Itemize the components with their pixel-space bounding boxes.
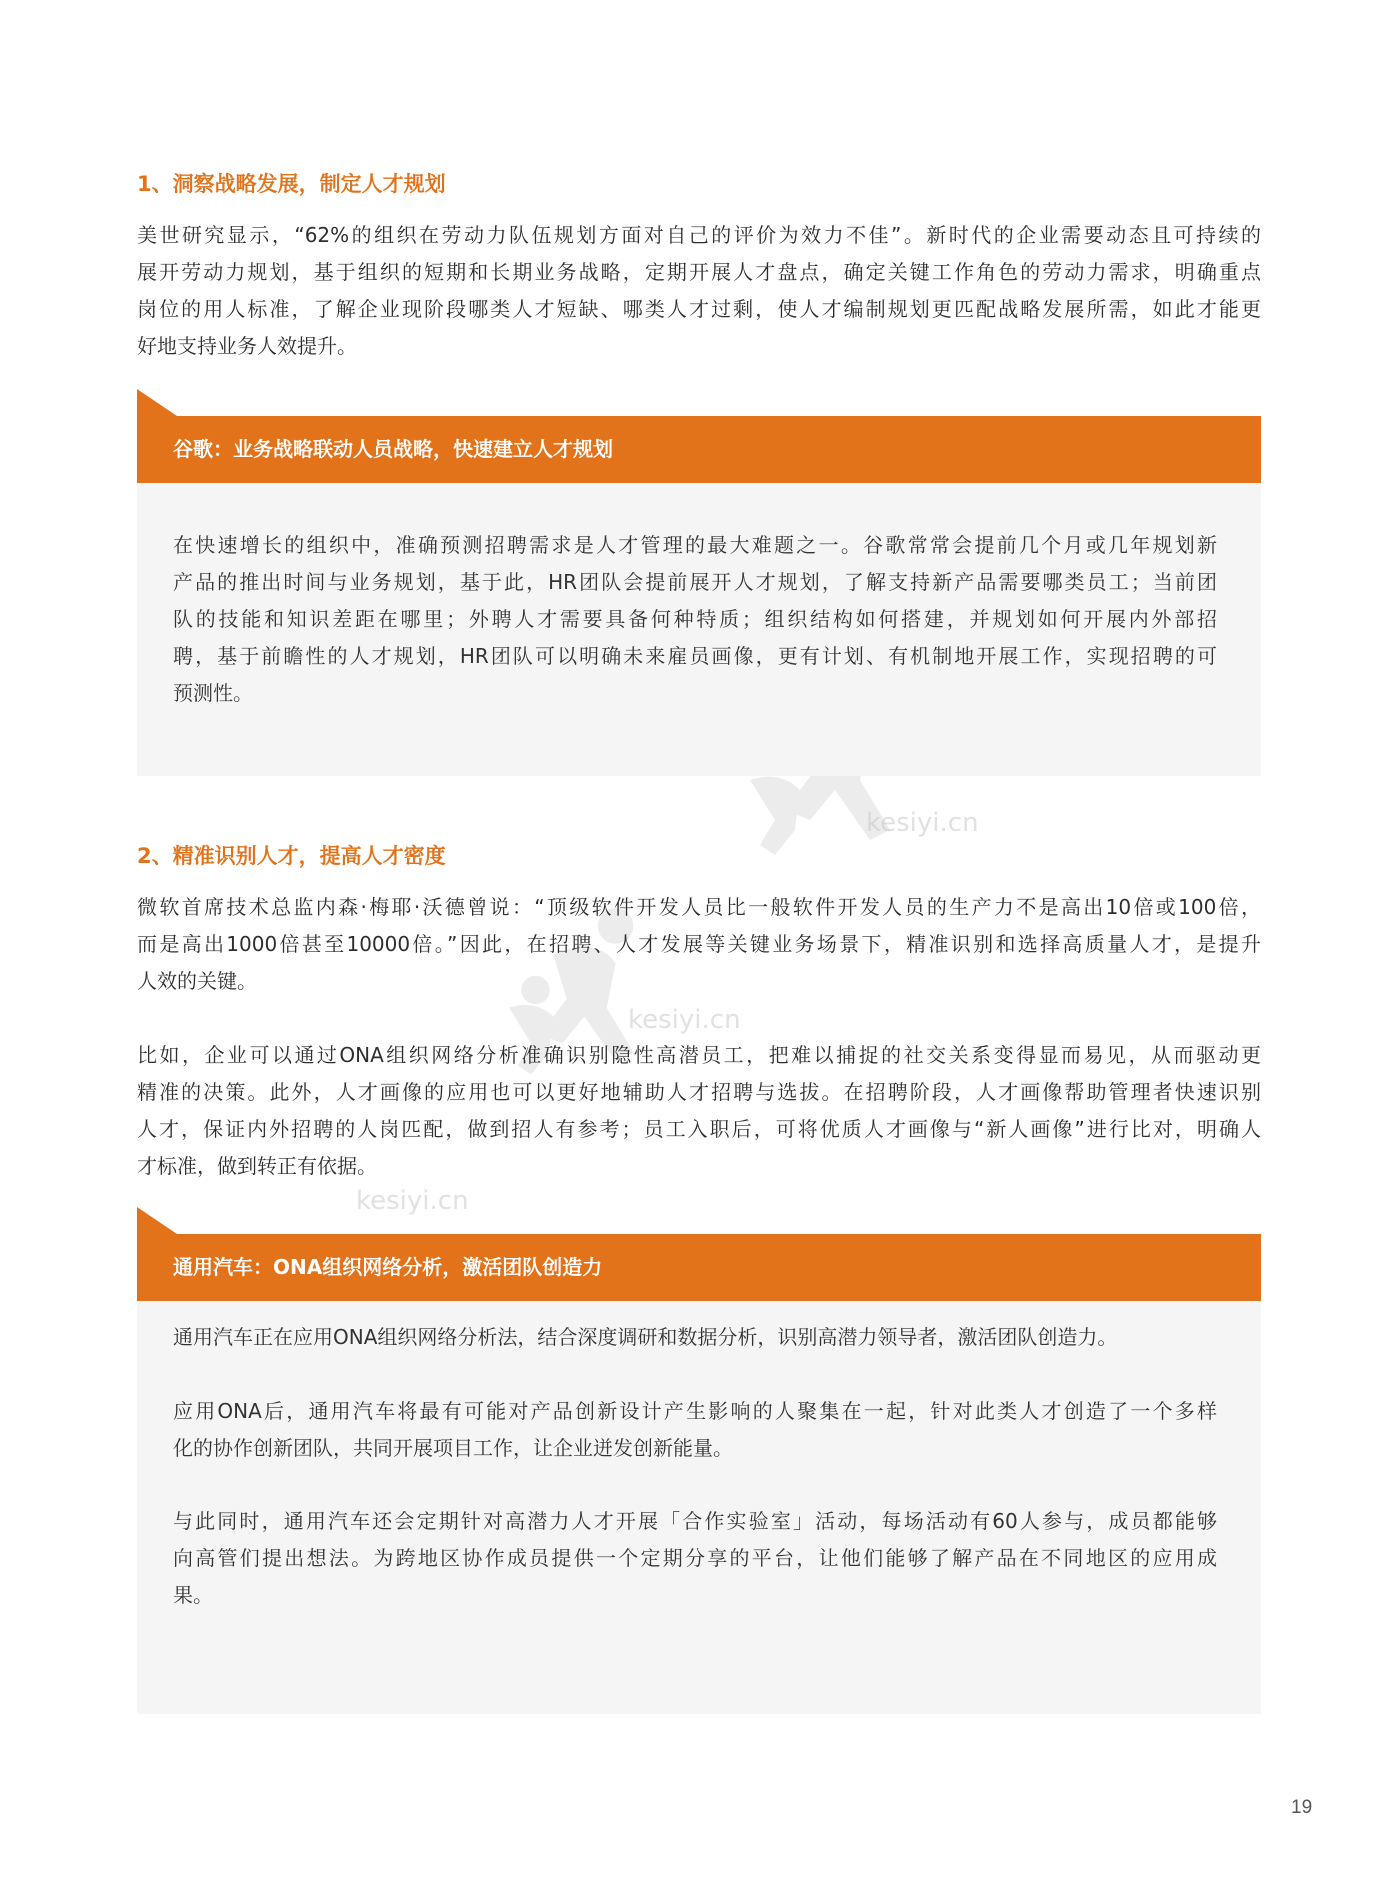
paragraph-line: 岗位的用人标准，了解企业现阶段哪类人才短缺、哪类人才过剩，使人才编制规划更匹配战略发展所需，如此才能更 [137,297,1261,321]
case-2-paragraph-1 [173,1319,1217,1356]
paragraph-line: 产品的推出时间与业务规划，基于此，HR团队会提前展开人才规划，了解支持新产品需要哪类员工；当前团 [173,570,1217,594]
section-2-heading: 2、精准识别人才，提高人才密度 [137,844,446,868]
paragraph-line: 在快速增长的组织中，准确预测招聘需求是人才管理的最大难题之一。谷歌常常会提前几个月或几年规划新 [173,533,1217,557]
paragraph-line: 才标准，做到转正有依据。 [137,1154,377,1178]
case-2-title: 通用汽车：ONA组织网络分析，激活团队创造力 [173,1255,603,1279]
paragraph-line: 通用汽车正在应用ONA组织网络分析法，结合深度调研和数据分析，识别高潜力领导者，激活团队创造力。 [173,1325,1118,1349]
case-2-tab [137,1207,177,1234]
paragraph-line: 比如，企业可以通过ONA组织网络分析准确识别隐性高潜员工，把难以捕捉的社交关系变得显而易见，从而驱动更 [137,1043,1261,1067]
case-1-header [137,416,1261,483]
paragraph-line: 好地支持业务人效提升。 [137,334,357,358]
case-1-paragraph [173,527,1217,712]
section-2-paragraph-1 [137,889,1261,1000]
paragraph-line: 化的协作创新团队，共同开展项目工作，让企业迸发创新能量。 [173,1436,733,1460]
watermark-text: kesiyi.cn [866,808,979,838]
page-number: 19 [1291,1797,1313,1818]
case-1-body [137,483,1261,776]
watermark-text: kesiyi.cn [356,1186,469,1216]
paragraph-line: 而是高出1000倍甚至10000倍。”因此，在招聘、人才发展等关键业务场景下，精准识别和选择高质量人才，是提升 [137,932,1261,956]
paragraph-line: 果。 [173,1583,213,1607]
case-2-paragraph-3 [173,1503,1217,1614]
case-2-header [137,1234,1261,1301]
case-2-paragraph-2 [173,1393,1217,1467]
paragraph-line: 展开劳动力规划，基于组织的短期和长期业务战略，定期开展人才盘点，确定关键工作角色的劳动力需求，明确重点 [137,260,1261,284]
section-1-heading: 1、洞察战略发展，制定人才规划 [137,172,446,196]
case-1-tab [137,389,177,416]
case-2-body [137,1301,1261,1714]
paragraph-line: 队的技能和知识差距在哪里；外聘人才需要具备何种特质；组织结构如何搭建，并规划如何开展内外部招 [173,607,1217,631]
paragraph-line: 应用ONA后，通用汽车将最有可能对产品创新设计产生影响的人聚集在一起，针对此类人才创造了一个多样 [173,1399,1217,1423]
watermark-text: kesiyi.cn [628,1005,741,1035]
section-2-paragraph-2 [137,1037,1261,1185]
paragraph-line: 人效的关键。 [137,969,257,993]
section-1-paragraph [137,217,1261,365]
paragraph-line: 向高管们提出想法。为跨地区协作成员提供一个定期分享的平台，让他们能够了解产品在不同地区的应用成 [173,1546,1217,1570]
paragraph-line: 微软首席技术总监内森·梅耶·沃德曾说：“顶级软件开发人员比一般软件开发人员的生产力不是高出10倍或100倍， [137,895,1261,919]
paragraph-line: 人才，保证内外招聘的人岗匹配，做到招人有参考；员工入职后，可将优质人才画像与“新人画像”进行比对，明确人 [137,1117,1261,1141]
paragraph-line: 预测性。 [173,681,253,705]
paragraph-line: 美世研究显示，“62%的组织在劳动力队伍规划方面对自己的评价为效力不佳”。新时代的企业需要动态且可持续的 [137,223,1261,247]
case-1-title: 谷歌：业务战略联动人员战略，快速建立人才规划 [173,437,613,461]
paragraph-line: 精准的决策。此外，人才画像的应用也可以更好地辅助人才招聘与选拔。在招聘阶段，人才画像帮助管理者快速识别 [137,1080,1261,1104]
paragraph-line: 聘，基于前瞻性的人才规划，HR团队可以明确未来雇员画像，更有计划、有机制地开展工作，实现招聘的可 [173,644,1217,668]
paragraph-line: 与此同时，通用汽车还会定期针对高潜力人才开展「合作实验室」活动，每场活动有60人参与，成员都能够 [173,1509,1217,1533]
